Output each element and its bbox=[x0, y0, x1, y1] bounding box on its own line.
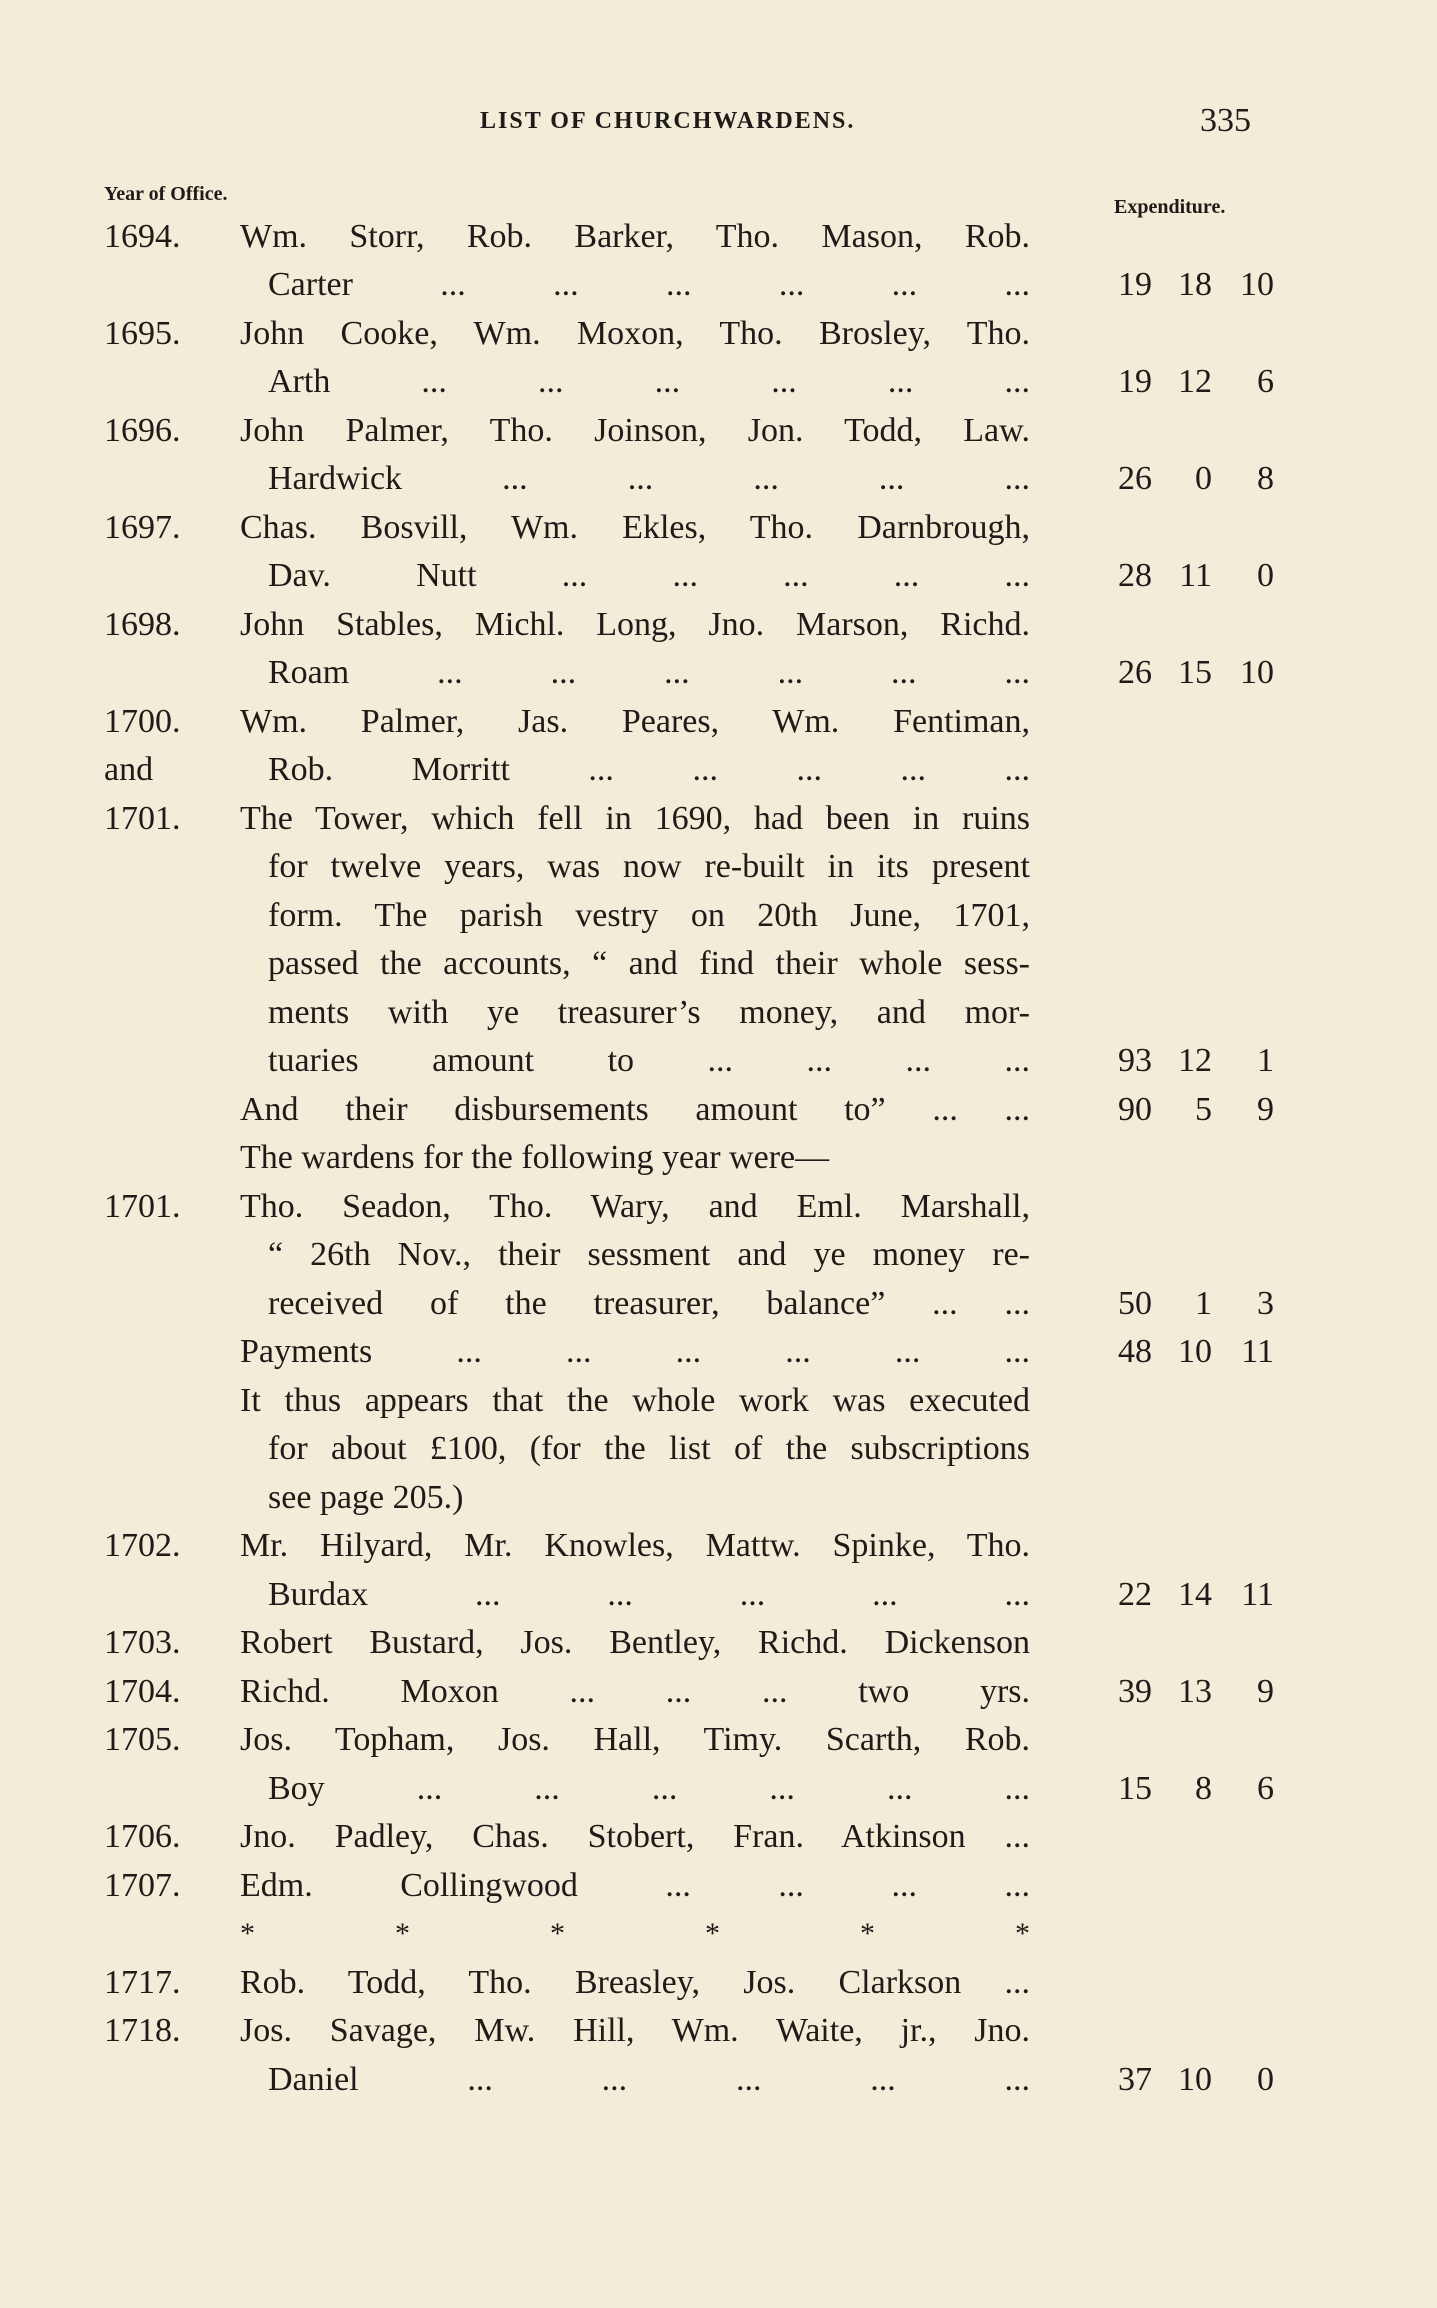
expenditure-pence: 11 bbox=[1241, 1333, 1274, 1370]
expenditure-pence: 6 bbox=[1257, 1770, 1274, 1807]
expenditure-pence: 3 bbox=[1257, 1285, 1274, 1322]
list-line bbox=[0, 1668, 1437, 1716]
list-line bbox=[0, 1959, 1437, 2007]
entry-text: Boy ... ... ... ... ... ... bbox=[268, 1770, 1030, 1807]
entry-text: Jno. Padley, Chas. Stobert, Fran. Atkinson ... bbox=[240, 1818, 1030, 1855]
list-line bbox=[0, 843, 1437, 891]
year-of-office: 1704. bbox=[104, 1673, 181, 1710]
list-line bbox=[0, 310, 1437, 358]
list-line bbox=[0, 1328, 1437, 1376]
entry-text: received of the treasurer, balance” ... ... bbox=[268, 1285, 1030, 1322]
expenditure-pounds: 93 bbox=[1118, 1042, 1152, 1079]
year-of-office: 1701. bbox=[104, 1188, 181, 1225]
entry-text: Mr. Hilyard, Mr. Knowles, Mattw. Spinke, Tho. bbox=[240, 1527, 1030, 1564]
year-of-office: 1703. bbox=[104, 1624, 181, 1661]
entry-text: John Palmer, Tho. Joinson, Jon. Todd, Law. bbox=[240, 412, 1030, 449]
list-line bbox=[0, 746, 1437, 794]
expenditure-shillings: 8 bbox=[1195, 1770, 1212, 1807]
year-of-office: 1706. bbox=[104, 1818, 181, 1855]
list-line bbox=[0, 1280, 1437, 1328]
expenditure-shillings: 12 bbox=[1178, 1042, 1212, 1079]
expenditure-shillings: 5 bbox=[1195, 1091, 1212, 1128]
entry-text: passed the accounts, “ and find their whole sess- bbox=[268, 945, 1030, 982]
list-line bbox=[0, 358, 1437, 406]
list-line bbox=[0, 1037, 1437, 1085]
entry-text: Hardwick ... ... ... ... ... bbox=[268, 460, 1030, 497]
expenditure-pounds: 26 bbox=[1118, 654, 1152, 691]
list-line bbox=[0, 892, 1437, 940]
list-line bbox=[0, 1086, 1437, 1134]
list-line bbox=[0, 1571, 1437, 1619]
entry-text: see page 205.) bbox=[268, 1479, 464, 1516]
entry-text: Richd. Moxon ... ... ... two yrs. bbox=[240, 1673, 1030, 1710]
expenditure-pounds: 19 bbox=[1118, 363, 1152, 400]
entry-text: And their disbursements amount to” ... ... bbox=[240, 1091, 1030, 1128]
entry-text: Wm. Palmer, Jas. Peares, Wm. Fentiman, bbox=[240, 703, 1030, 740]
entry-text: Carter ... ... ... ... ... ... bbox=[268, 266, 1030, 303]
year-of-office: 1696. bbox=[104, 412, 181, 449]
list-line bbox=[0, 1134, 1437, 1182]
list-line bbox=[0, 1910, 1437, 1958]
list-line bbox=[0, 601, 1437, 649]
entry-text: Payments ... ... ... ... ... ... bbox=[240, 1333, 1030, 1370]
list-line bbox=[0, 1716, 1437, 1764]
list-line bbox=[0, 795, 1437, 843]
expenditure-shillings: 11 bbox=[1179, 557, 1212, 594]
expenditure-shillings: 14 bbox=[1178, 1576, 1212, 1613]
expenditure-shillings: 1 bbox=[1195, 1285, 1212, 1322]
page-number: 335 bbox=[1200, 102, 1251, 139]
entry-text: It thus appears that the whole work was executed bbox=[240, 1382, 1030, 1419]
expenditure-pence: 1 bbox=[1257, 1042, 1274, 1079]
expenditure-pence: 8 bbox=[1257, 460, 1274, 497]
expenditure-shillings: 10 bbox=[1178, 2061, 1212, 2098]
expenditure-pounds: 15 bbox=[1118, 1770, 1152, 1807]
year-of-office: 1698. bbox=[104, 606, 181, 643]
running-head bbox=[0, 102, 1437, 148]
entry-text: Dav. Nutt ... ... ... ... ... bbox=[268, 557, 1030, 594]
expenditure-pounds: 37 bbox=[1118, 2061, 1152, 2098]
list-line bbox=[0, 989, 1437, 1037]
expenditure-pence: 0 bbox=[1257, 557, 1274, 594]
expenditure-pounds: 28 bbox=[1118, 557, 1152, 594]
expenditure-pence: 9 bbox=[1257, 1673, 1274, 1710]
entry-text: form. The parish vestry on 20th June, 1701, bbox=[268, 897, 1030, 934]
year-of-office: 1705. bbox=[104, 1721, 181, 1758]
expenditure-shillings: 0 bbox=[1195, 460, 1212, 497]
entry-text: Chas. Bosvill, Wm. Ekles, Tho. Darnbrough, bbox=[240, 509, 1030, 546]
expenditure-pounds: 50 bbox=[1118, 1285, 1152, 1322]
list-line bbox=[0, 698, 1437, 746]
entry-text: Roam ... ... ... ... ... ... bbox=[268, 654, 1030, 691]
entry-text: Edm. Collingwood ... ... ... ... bbox=[240, 1867, 1030, 1904]
year-of-office: 1702. bbox=[104, 1527, 181, 1564]
entry-text: Arth ... ... ... ... ... ... bbox=[268, 363, 1030, 400]
year-of-office: and bbox=[104, 751, 154, 788]
entry-text: for twelve years, was now re-built in its present bbox=[268, 848, 1030, 885]
list-line bbox=[0, 261, 1437, 309]
entry-text: tuaries amount to ... ... ... ... bbox=[268, 1042, 1030, 1079]
year-column-heading: Year of Office. bbox=[104, 183, 228, 205]
year-of-office: 1718. bbox=[104, 2012, 181, 2049]
entry-text: Wm. Storr, Rob. Barker, Tho. Mason, Rob. bbox=[240, 218, 1030, 255]
expenditure-shillings: 12 bbox=[1178, 363, 1212, 400]
entry-text: Burdax ... ... ... ... ... bbox=[268, 1576, 1030, 1613]
year-of-office: 1700. bbox=[104, 703, 181, 740]
list-line bbox=[0, 455, 1437, 503]
expenditure-pounds: 22 bbox=[1118, 1576, 1152, 1613]
list-line bbox=[0, 649, 1437, 697]
expenditure-pounds: 19 bbox=[1118, 266, 1152, 303]
year-of-office: 1707. bbox=[104, 1867, 181, 1904]
entry-text: John Cooke, Wm. Moxon, Tho. Brosley, Tho. bbox=[240, 315, 1030, 352]
expenditure-pounds: 39 bbox=[1118, 1673, 1152, 1710]
running-title: LIST OF CHURCHWARDENS. bbox=[480, 108, 856, 134]
entry-text: Robert Bustard, Jos. Bentley, Richd. Dickenson bbox=[240, 1624, 1030, 1661]
list-line bbox=[0, 1425, 1437, 1473]
list-line bbox=[0, 1474, 1437, 1522]
entry-text: Daniel ... ... ... ... ... bbox=[268, 2061, 1030, 2098]
expenditure-shillings: 15 bbox=[1178, 654, 1212, 691]
list-line bbox=[0, 2007, 1437, 2055]
expenditure-shillings: 18 bbox=[1178, 266, 1212, 303]
list-line bbox=[0, 1183, 1437, 1231]
list-line bbox=[0, 1813, 1437, 1861]
list-line bbox=[0, 552, 1437, 600]
entry-text: John Stables, Michl. Long, Jno. Marson, Richd. bbox=[240, 606, 1030, 643]
entry-text: The Tower, which fell in 1690, had been in ruins bbox=[240, 800, 1030, 837]
year-of-office: 1695. bbox=[104, 315, 181, 352]
year-of-office: 1701. bbox=[104, 800, 181, 837]
expenditure-pounds: 48 bbox=[1118, 1333, 1152, 1370]
entry-text: for about £100, (for the list of the subscriptions bbox=[268, 1430, 1030, 1467]
section-break-asterisks: * * * * * * bbox=[240, 1917, 1030, 1950]
entry-text: Rob. Todd, Tho. Breasley, Jos. Clarkson ... bbox=[240, 1964, 1030, 2001]
year-of-office: 1694. bbox=[104, 218, 181, 255]
year-of-office: 1697. bbox=[104, 509, 181, 546]
list-line bbox=[0, 1619, 1437, 1667]
entry-text: Jos. Savage, Mw. Hill, Wm. Waite, jr., Jno. bbox=[240, 2012, 1030, 2049]
expenditure-pence: 11 bbox=[1241, 1576, 1274, 1613]
expenditure-column-heading: Expenditure. bbox=[1114, 196, 1226, 218]
list-line bbox=[0, 504, 1437, 552]
list-line bbox=[0, 940, 1437, 988]
list-line bbox=[0, 213, 1437, 261]
entry-text: ments with ye treasurer’s money, and mor- bbox=[268, 994, 1030, 1031]
expenditure-pence: 10 bbox=[1240, 266, 1274, 303]
list-line bbox=[0, 407, 1437, 455]
list-line bbox=[0, 1862, 1437, 1910]
list-line bbox=[0, 1377, 1437, 1425]
expenditure-pounds: 26 bbox=[1118, 460, 1152, 497]
expenditure-shillings: 13 bbox=[1178, 1673, 1212, 1710]
expenditure-pence: 9 bbox=[1257, 1091, 1274, 1128]
list-line bbox=[0, 1522, 1437, 1570]
expenditure-pence: 10 bbox=[1240, 654, 1274, 691]
expenditure-pounds: 90 bbox=[1118, 1091, 1152, 1128]
list-line bbox=[0, 1765, 1437, 1813]
entry-text: “ 26th Nov., their sessment and ye money re- bbox=[268, 1236, 1030, 1273]
expenditure-shillings: 10 bbox=[1178, 1333, 1212, 1370]
entry-text: Rob. Morritt ... ... ... ... ... bbox=[268, 751, 1030, 788]
list-line bbox=[0, 2056, 1437, 2104]
list-line bbox=[0, 1231, 1437, 1279]
entry-text: Tho. Seadon, Tho. Wary, and Eml. Marshall, bbox=[240, 1188, 1030, 1225]
expenditure-pence: 6 bbox=[1257, 363, 1274, 400]
entry-text: Jos. Topham, Jos. Hall, Timy. Scarth, Rob. bbox=[240, 1721, 1030, 1758]
expenditure-pence: 0 bbox=[1257, 2061, 1274, 2098]
year-of-office: 1717. bbox=[104, 1964, 181, 2001]
entry-text: The wardens for the following year were— bbox=[240, 1139, 830, 1176]
